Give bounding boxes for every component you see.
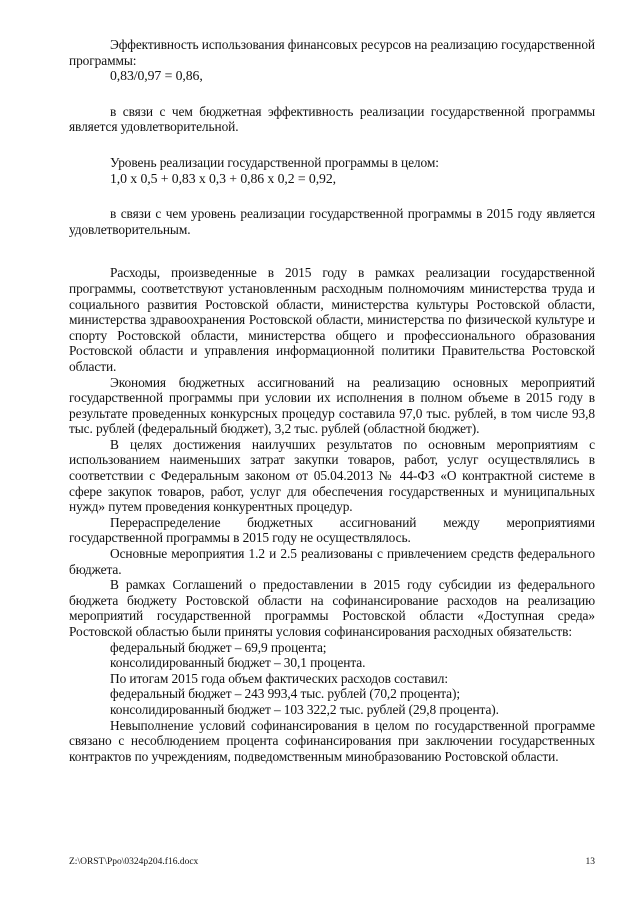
federal-funding-paragraph: Основные мероприятия 1.2 и 2.5 реализованы с привлечением средств федерального бюджета. <box>69 546 595 577</box>
federal-actual-item: федеральный бюджет – 243 993,4 тыс. рублей (70,2 процента); <box>110 686 460 702</box>
consolidated-actual-item: консолидированный бюджет – 103 322,2 тыс. рублей (29,8 процента). <box>110 701 499 717</box>
file-path-label: Z:\ORST\Ppo\0324p204.f16.docx <box>69 857 199 867</box>
page-number: 13 <box>585 857 595 867</box>
redistribution-paragraph: Перераспределение бюджетных ассигнований между мероприятиями государственной программы в 2015 году не осуществлялось. <box>69 514 595 546</box>
agreements-paragraph: В рамках Соглашений о предоставлении в 2015 году субсидии из федерального бюджета бюджету Ростовской области на софинансирование расходов на реализацию мероприятий государственной программы Ростовской области «Доступная среда» Ростовской областью были приняты условия софинансирования расходных обязательств: <box>69 577 595 639</box>
document-body <box>69 37 595 764</box>
procurement-paragraph: В целях достижения наилучших результатов по основным мероприятиям с использованием наименьших затрат закупки товаров, работ, услуг осуществлялись в соответствии с Федеральным законом от 05.04.2013 № 44-ФЗ «О контрактной системе в сфере закупок товаров, работ, услуг для обеспечения государственных и муниципальных нужд» путем проведения конкурентных процедур. <box>69 436 595 515</box>
expenses-paragraph: Расходы, произведенные в 2015 году в рамках реализации государственной программы, соответствуют установленным расходным полномочиям министерства труда и социального развития Ростовской области, министерства культуры Ростовской области, министерства здравоохранения Ростовской области, министерства по физической культуре и спорту Ростовской области, министерства общего и профессионального образования Ростовской области и управления информационной политики Правительства Ростовской области. <box>69 265 595 374</box>
savings-paragraph: Экономия бюджетных ассигнований на реализацию основных мероприятий государственной программы при условии их исполнения в полном объеме в 2015 году в результате проведенных конкурсных процедур составила 97,0 тыс. рублей, в том числе 93,8 тыс. рублей (федеральный бюджет), 3,2 тыс. рублей (областной бюджет). <box>69 374 595 437</box>
efficiency-formula: 0,83/0,97 = 0,86, <box>110 68 203 84</box>
consolidated-share-item: консолидированный бюджет – 30,1 процента. <box>110 655 366 671</box>
implementation-level-formula: 1,0 х 0,5 + 0,83 х 0,3 + 0,86 х 0,2 = 0,92, <box>110 170 336 186</box>
budget-efficiency-conclusion: в связи с чем бюджетная эффективность реализации государственной программы является удовлетворительной. <box>69 103 595 135</box>
federal-share-item: федеральный бюджет – 69,9 процента; <box>110 639 327 655</box>
cofinancing-failure-paragraph: Невыполнение условий софинансирования в целом по государственной программе связано с несоблюдением процента софинансирования при заключении государственных контрактов по учреждениям, подведомственным минобразованию Ростовской области. <box>69 717 595 764</box>
implementation-level-conclusion: в связи с чем уровень реализации государственной программы в 2015 году является удовлетворительным. <box>69 206 595 237</box>
implementation-level-intro: Уровень реализации государственной программы в целом: <box>110 154 439 170</box>
efficiency-intro-paragraph: Эффективность использования финансовых ресурсов на реализацию государственной программы: <box>69 37 595 68</box>
actual-expenses-intro: По итогам 2015 года объем фактических расходов составил: <box>110 670 448 686</box>
